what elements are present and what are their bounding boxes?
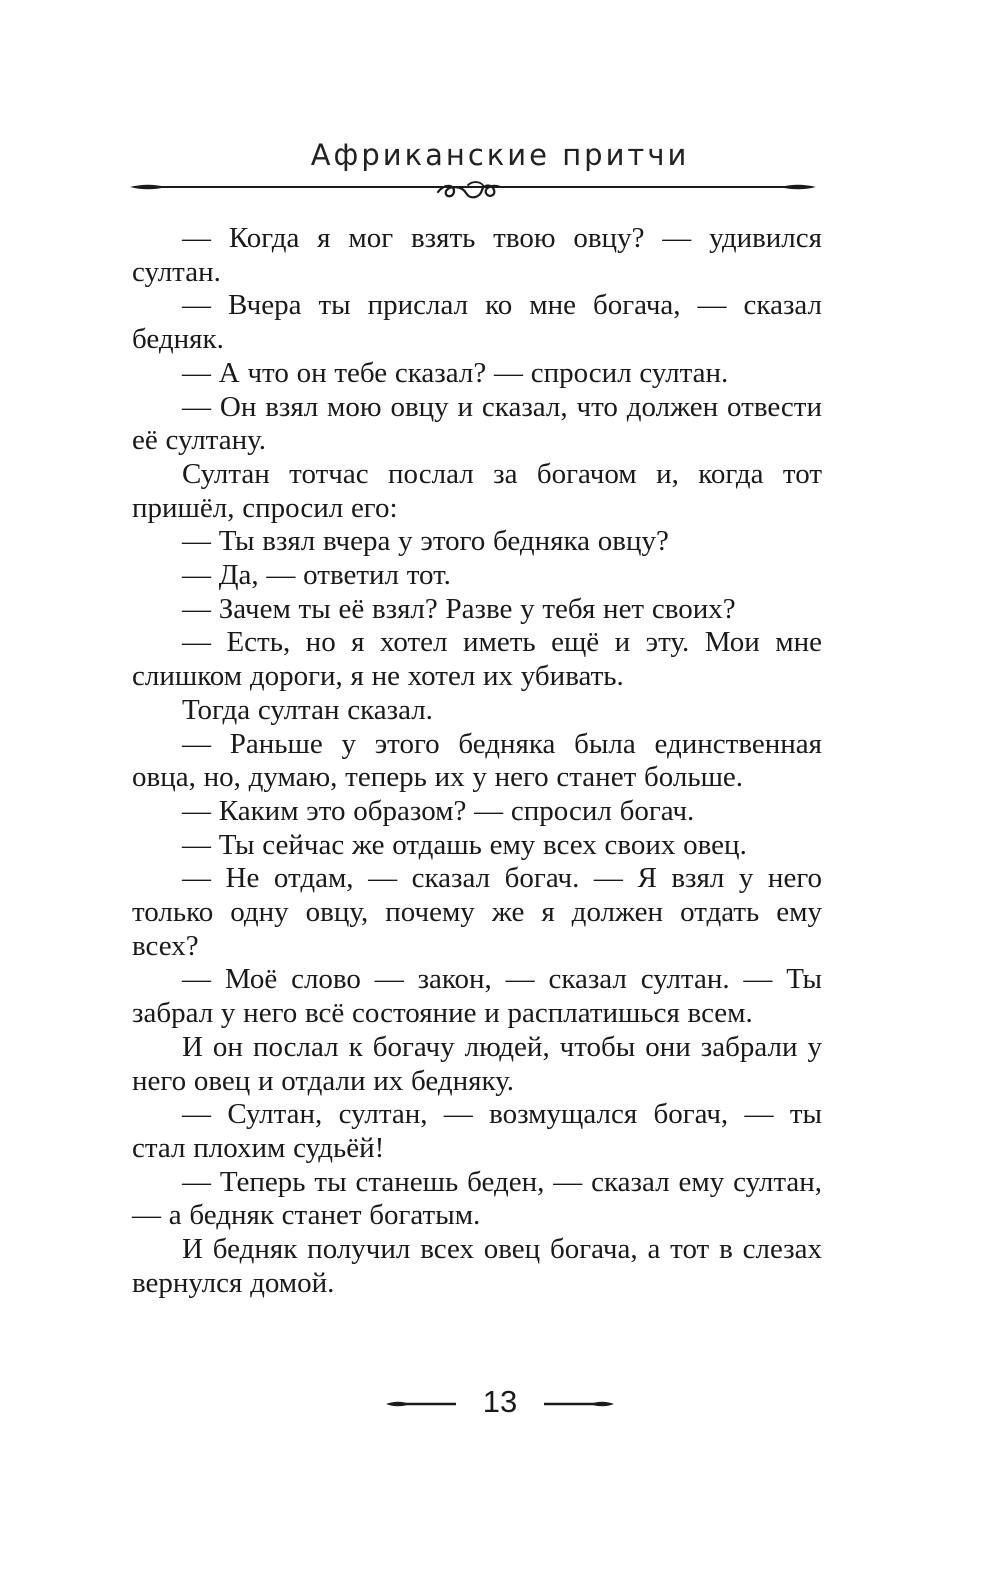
body-text xyxy=(132,222,822,1301)
page-number: 13 xyxy=(482,1384,518,1419)
paragraph: — Каким это образом? — спросил богач. xyxy=(182,794,695,827)
paragraph: — Есть, но я хотел иметь ещё и эту. Мои мне слишком дороги, я не хотел их убивать. xyxy=(132,626,822,693)
paragraph: — Ты сейчас же отдашь ему всех своих овец. xyxy=(182,828,747,861)
paragraph: Султан тотчас послал за богачом и, когда тот пришёл, спросил его: xyxy=(132,457,822,524)
running-header-title: Африканские притчи xyxy=(310,138,690,172)
paragraph: — Моё слово — закон, — сказал султан. — Ты забрал у него всё состояние и расплатишься всем. xyxy=(132,963,822,1030)
paragraph: И бедняк получил всех овец богача, а тот в слезах вернулся домой. xyxy=(132,1233,822,1299)
paragraph: — Вчера ты прислал ко мне богача, — сказал бедняк. xyxy=(132,289,822,356)
flourish-rule-icon xyxy=(128,176,818,206)
paragraph: — Раньше у этого бедняка была единственная овца, но, думаю, теперь их у него станет больше. xyxy=(132,727,822,794)
paragraph: — Султан, султан, — возмущался богач, — ты стал плохим судьёй! xyxy=(132,1098,822,1164)
paragraph: — А что он тебе сказал? — спросил султан. xyxy=(182,356,729,389)
paragraph: — Не отдам, — сказал богач. — Я взял у него только одну овцу, почему же я должен отдать ему всех? xyxy=(132,862,822,962)
paragraph: Тогда султан сказал. xyxy=(182,693,433,726)
paragraph: — Когда я мог взять твою овцу? — удивился султан. xyxy=(132,222,822,288)
paragraph: — Теперь ты станешь беден, — сказал ему султан, — а бедняк станет богатым. xyxy=(132,1165,822,1232)
paragraph: И он послал к богачу людей, чтобы они забрали у него овец и отдали их бедняку. xyxy=(132,1030,822,1097)
paragraph: — Он взял мою овцу и сказал, что должен отвести её султану. xyxy=(132,390,822,457)
paragraph: — Ты взял вчера у этого бедняка овцу? xyxy=(182,525,669,558)
page-footer xyxy=(0,1380,1000,1430)
paragraph: — Да, — ответил тот. xyxy=(182,559,451,592)
paragraph: — Зачем ты её взял? Разве у тебя нет своих? xyxy=(182,592,736,625)
